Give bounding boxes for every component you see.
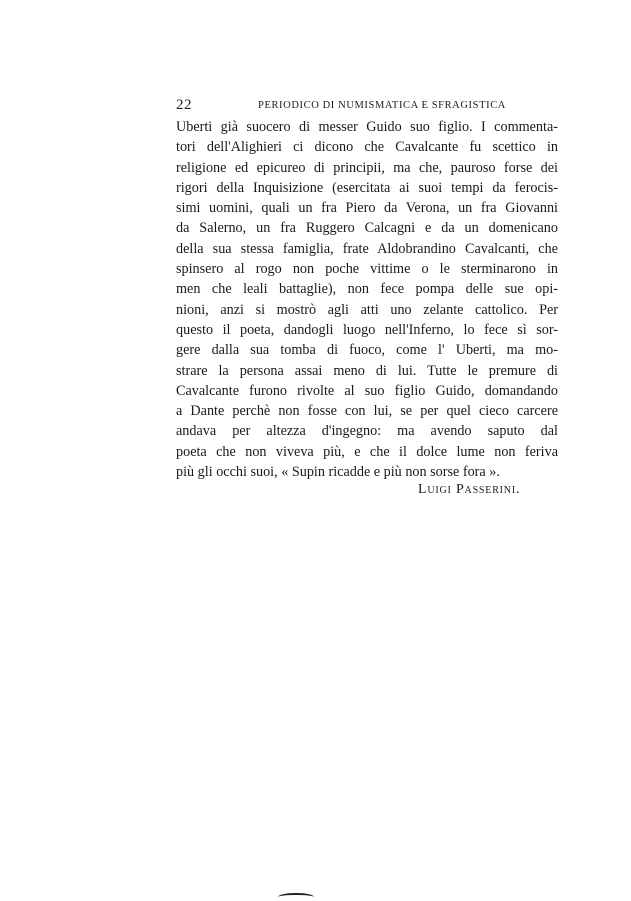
text-line: rigori della Inquisizione (esercitata ai suoi tempi da ferocis- [176,179,558,196]
text-line: religione ed epicureo di principii, ma che, pauroso forse dei [176,159,558,176]
text-line: simi uomini, quali un fra Piero da Verona, un fra Giovanni [176,200,558,217]
text-line: gere dalla sua tomba di fuoco, come l' Uberti, ma mo- [176,342,558,359]
page-number: 22 [176,97,192,113]
running-title: PERIODICO DI NUMISMATICA E SFRAGISTICA [258,100,506,111]
text-line: men che leali battaglie), non fece pompa delle sue opi- [176,281,558,298]
text-line: a Dante perchè non fosse con lui, se per quel cieco carcere [176,403,558,420]
text-line: tori dell'Alighieri ci dicono che Cavalcante fu scettico in [176,139,558,156]
author-signature: Luigi Passerini. [418,482,521,497]
text-line: andava per altezza d'ingegno: ma avendo saputo dal [176,423,558,440]
page-header [176,97,556,115]
body-text [176,117,558,482]
text-line: strare la persona assai meno di lui. Tutte le premure di [176,362,558,379]
text-line: spinsero al rogo non poche vittime o le sterminarono in [176,261,558,278]
text-line: questo il poeta, dandogli luogo nell'Inferno, lo fece sì sor- [176,321,558,338]
text-line: della sua stessa famiglia, frate Aldobrandino Cavalcanti, che [176,240,558,257]
text-line: Uberti già suocero di messer Guido suo figlio. I commenta- [176,119,558,135]
text-line: nioni, anzi si mostrò agli atti uno zelante cattolico. Per [176,301,558,318]
text-line: poeta che non viveva più, e che il dolce lume non feriva [176,443,558,460]
text-line: Cavalcante furono rivolte al suo figlio Guido, domandando [176,382,558,399]
text-line: da Salerno, un fra Ruggero Calcagni e da un domenicano [176,220,558,237]
text-line: più gli occhi suoi, « Supin ricadde e più non sorse fora ». [176,464,500,481]
